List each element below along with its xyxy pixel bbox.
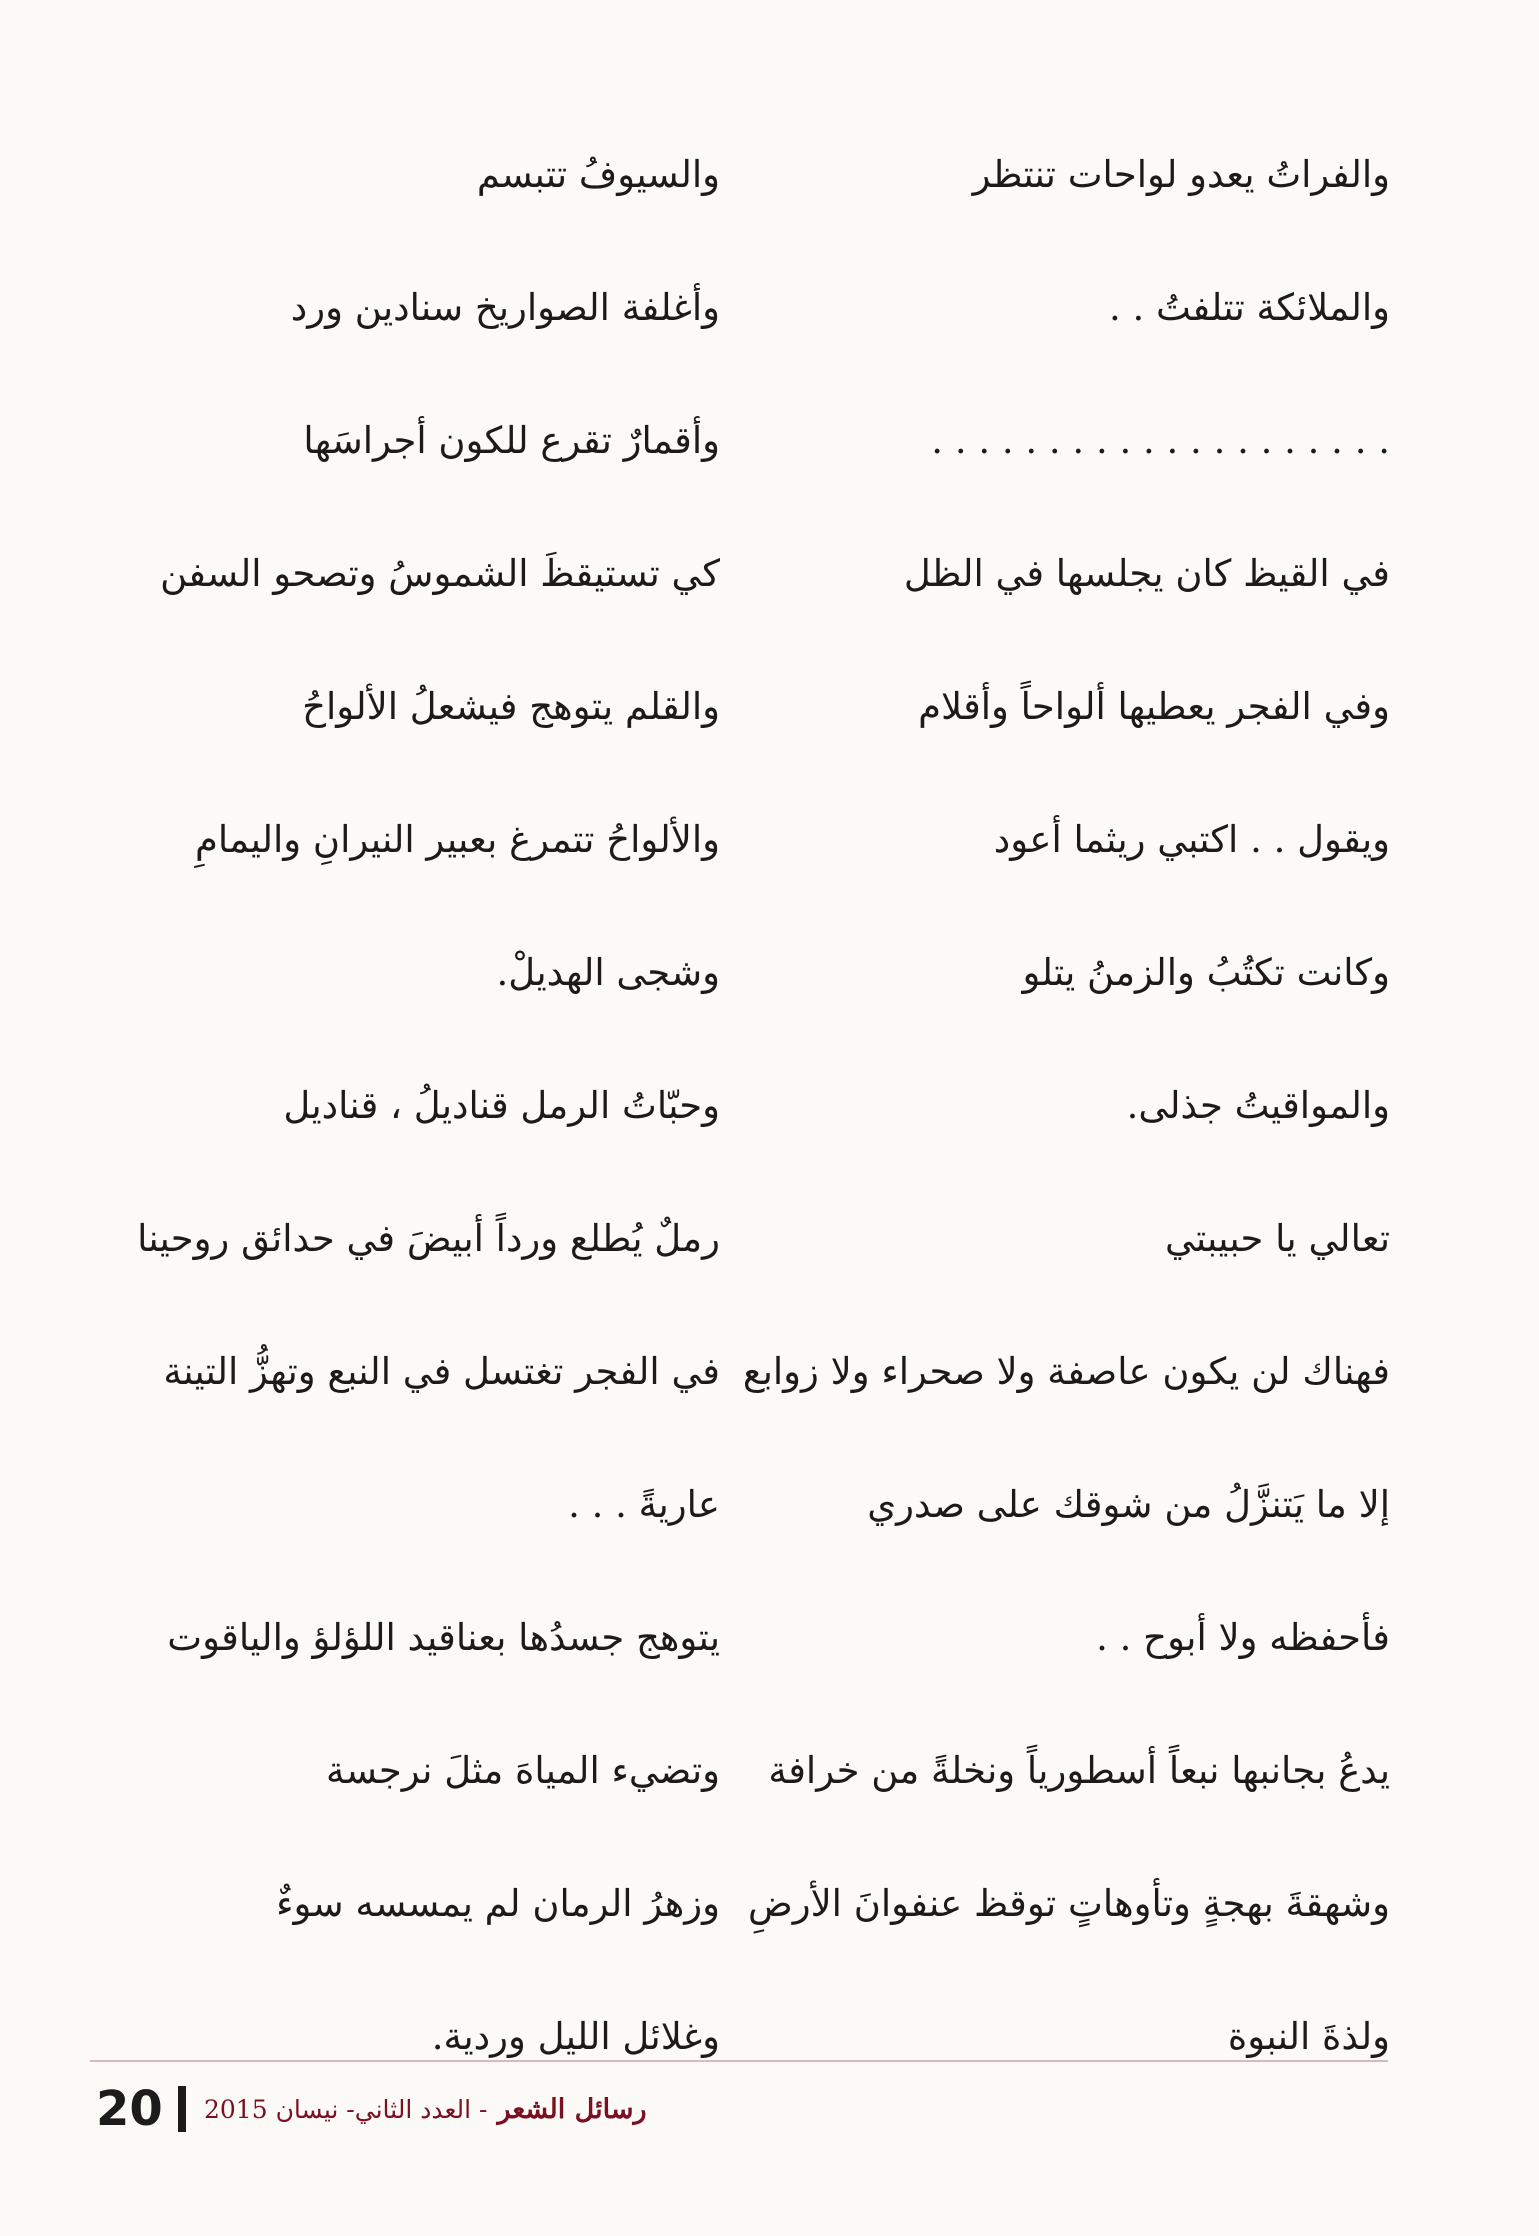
verse-left: والسيوفُ تتبسم <box>476 153 720 196</box>
verse-left: والقلم يتوهج فيشعلُ الألواحُ <box>302 685 720 728</box>
verse-right: فهناك لن يكون عاصفة ولا صحراء ولا زوابع <box>742 1350 1390 1393</box>
verse-right-dots: . . . . . . . . . . . . . . . . . . . . <box>931 419 1390 462</box>
verse-right: إلا ما يَتنزَّلُ من شوقك على صدري <box>867 1483 1390 1526</box>
verse-right: في القيظ كان يجلسها في الظل <box>903 552 1390 595</box>
poem-row <box>90 1571 1390 1704</box>
verse-left: عاريةً . . . <box>568 1483 720 1526</box>
verse-right: والملائكة تتلفتُ . . <box>1108 286 1390 329</box>
poem-row <box>90 640 1390 773</box>
poem-body <box>90 108 1390 2103</box>
verse-left: في الفجر تغتسل في النبع وتهزُّ التينة <box>163 1350 720 1393</box>
verse-left: وحبّاتُ الرمل قناديلُ ، قناديل <box>283 1084 720 1127</box>
footer-separator-bar <box>178 2086 186 2132</box>
poem-row <box>90 507 1390 640</box>
magazine-title: رسائل الشعر <box>497 2093 647 2125</box>
verse-right: ولذةَ النبوة <box>1227 2015 1390 2058</box>
verse-left: رملٌ يُطلع ورداً أبيضَ في حدائق روحينا <box>137 1217 720 1260</box>
poem-row <box>90 1172 1390 1305</box>
poem-row <box>90 1438 1390 1571</box>
verse-left: وأقمارٌ تقرع للكون أجراسَها <box>303 419 720 462</box>
verse-left: يتوهج جسدُها بعناقيد اللؤلؤ والياقوت <box>167 1616 720 1659</box>
verse-right: تعالي يا حبيبتي <box>1165 1217 1390 1260</box>
page-number: 20 <box>96 2081 163 2137</box>
verse-left: وشجى الهديلْ. <box>496 951 720 994</box>
verse-right: والمواقيتُ جذلى. <box>1126 1084 1390 1127</box>
issue-info: - العدد الثاني- نيسان 2015 <box>204 2094 488 2124</box>
poem-row <box>90 241 1390 374</box>
poem-row <box>90 906 1390 1039</box>
verse-right: ويقول . . اكتبي ريثما أعود <box>993 818 1390 861</box>
poem-row <box>90 374 1390 507</box>
verse-left: وتضيء المياهَ مثلَ نرجسة <box>326 1749 720 1792</box>
verse-right: وفي الفجر يعطيها ألواحاً وأقلام <box>918 685 1390 728</box>
verse-right: وكانت تكتُبُ والزمنُ يتلو <box>1022 951 1390 994</box>
verse-left: والألواحُ تتمرغ بعبير النيرانِ واليمامِ <box>195 818 720 861</box>
poem-row <box>90 1704 1390 1837</box>
verse-left: كي تستيقظَ الشموسُ وتصحو السفن <box>160 552 720 595</box>
verse-left: وغلائل الليل وردية. <box>431 2015 720 2058</box>
poem-row <box>90 108 1390 241</box>
verse-right: فأحفظه ولا أبوح . . <box>1096 1616 1390 1659</box>
poem-row <box>90 1837 1390 1970</box>
poem-row <box>90 1039 1390 1172</box>
verse-right: وشهقةَ بهجةٍ وتأوهاتٍ توقظ عنفوانَ الأرضِ <box>747 1882 1390 1925</box>
verse-right: والفراتُ يعدو لواحات تنتظر <box>972 153 1390 196</box>
verse-left: وزهرُ الرمان لم يمسسه سوءٌ <box>276 1882 720 1925</box>
page-footer <box>96 2074 796 2144</box>
verse-left: وأغلفة الصواريخ سنادين ورد <box>290 286 720 329</box>
poem-row <box>90 1305 1390 1438</box>
poem-row <box>90 773 1390 906</box>
verse-right: يدعُ بجانبها نبعاً أسطورياً ونخلةً من خرافة <box>768 1749 1390 1792</box>
footer-divider <box>90 2060 1388 2062</box>
